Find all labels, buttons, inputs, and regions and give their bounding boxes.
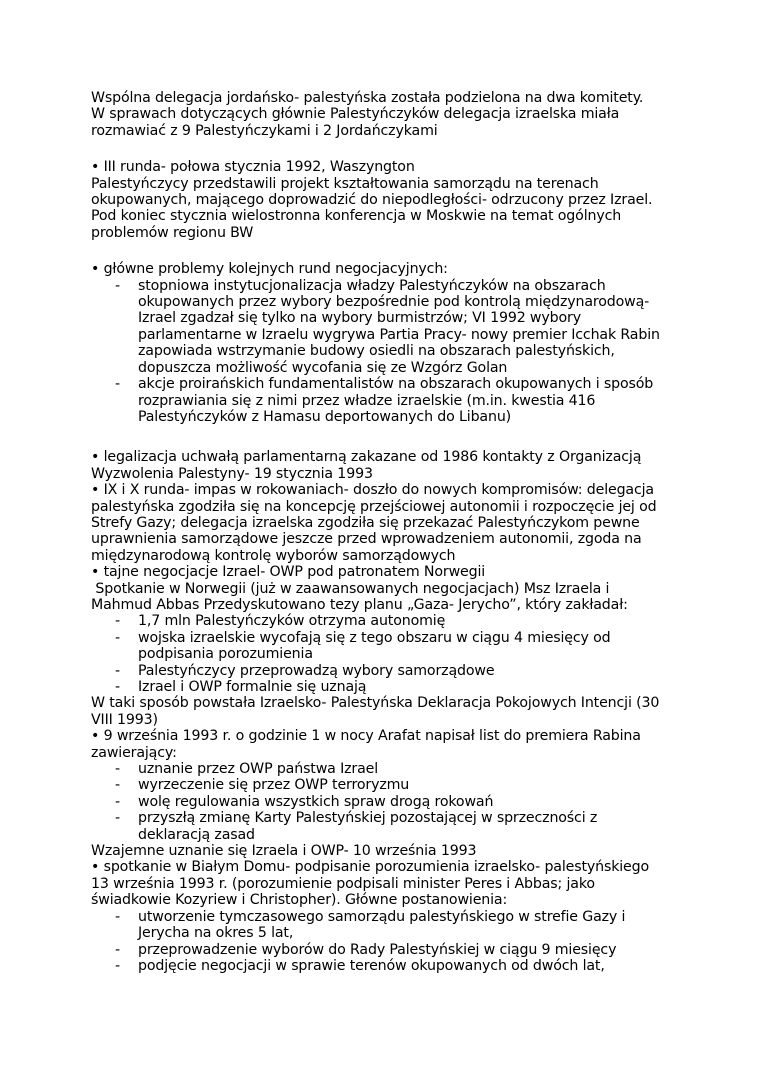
letter-content-list	[91, 761, 691, 843]
list-item: - wolę regulowania wszystkich spraw drogą rokowań	[115, 793, 494, 810]
norway-section	[91, 564, 691, 728]
dash: -	[115, 629, 120, 646]
legal-section	[91, 449, 691, 482]
text-line: międzynarodową kontrolę wyborów samorządowych	[91, 547, 456, 564]
problems-list	[91, 278, 691, 426]
dash: -	[115, 777, 120, 794]
bullet: •	[91, 159, 100, 176]
text-line: 13 września 1993 r. (porozumienie podpisali minister Peres i Abbas; jako	[91, 875, 595, 892]
text-line: VIII 1993)	[91, 711, 158, 728]
list-item: - Izrael i OWP formalnie się uznają	[115, 679, 367, 695]
text-line: Strefy Gazy; delegacja izraelska zgodziła się przekazać Palestyńczykom pewne	[91, 514, 640, 531]
text-line: palestyńska zgodziła się na koncepcję przejściowej autonomii i rozpoczęcie jej od	[91, 498, 657, 515]
dash: -	[115, 908, 120, 925]
list-item: - przyszłą zmianę Karty Palestyńskiej pozostającej w sprzeczności z deklaracją zasad	[115, 810, 598, 843]
document-page	[91, 90, 691, 974]
text-line: Palestyńczycy przedstawili projekt kształtowania samorządu na terenach	[91, 175, 599, 192]
dash: -	[115, 277, 120, 294]
round3-section	[91, 159, 691, 241]
text-line: Wzajemne uznanie się Izraela i OWP- 10 września 1993	[91, 843, 477, 860]
text-line: W taki sposób powstała Izraelsko- Palestyńska Deklaracja Pokojowych Intencji (30	[91, 695, 660, 712]
list-item: - akcje proirańskich fundamentalistów na obszarach okupowanych i sposób rozprawiania się z nimi przez władze izraelskie (m.in. kwestia 416 Palestyńczyków z Hamasu deportowanych do Libanu)	[115, 376, 654, 425]
text-line: rozmawiać z 9 Palestyńczykami i 2 Jordańczykami	[91, 122, 438, 139]
dash: -	[115, 662, 120, 679]
list-item: - podjęcie negocjacji w sprawie terenów okupowanych od dwóch lat,	[115, 957, 605, 974]
dash: -	[115, 761, 120, 778]
text-line: Mahmud Abbas Przedyskutowano tezy planu „Gaza- Jerycho”, który zakładał:	[91, 596, 628, 613]
list-item: - 1,7 mln Palestyńczyków otrzyma autonomię	[115, 613, 446, 630]
text-line: zawierający:	[91, 744, 177, 761]
text-line: • 9 września 1993 r. o godzinie 1 w nocy Arafat napisał list do premiera Rabina	[91, 728, 641, 745]
list-item: - stopniowa instytucjonalizacja władzy Palestyńczyków na obszarach okupowanych przez wybory bezpośrednie pod kontrolą międzynarodową- Izrael zgadzał się tylko na wybory burmistrzów; VI 1992 wybory parlamentarne w Izraelu wygrywa Partia Pracy- nowy premier Icchak Rabin zapowiada wstrzymanie budowy osiedli na obszarach palestyńskich, dopuszcza możliwość wycofania się ze Wzgórz Golan	[115, 277, 660, 376]
dash: -	[115, 679, 120, 695]
dash: -	[115, 957, 120, 974]
problems-section	[91, 261, 691, 425]
dash: -	[115, 941, 120, 958]
bullet: •	[91, 728, 100, 745]
whitehouse-section	[91, 859, 691, 974]
bullet: •	[91, 261, 100, 278]
round9-section	[91, 482, 691, 564]
list-item: - uznanie przez OWP państwa Izrael	[115, 761, 379, 778]
list-item: - wyrzeczenie się przez OWP terroryzmu	[115, 777, 410, 794]
text-line: • spotkanie w Białym Domu- podpisanie porozumienia izraelsko- palestyńskiego	[91, 859, 650, 876]
dash: -	[115, 793, 120, 810]
letter-section	[91, 728, 691, 859]
list-item: - Palestyńczycy przeprowadzą wybory samorządowe	[115, 662, 495, 679]
bullet: •	[91, 449, 100, 466]
dash: -	[115, 613, 120, 630]
bullet: •	[91, 482, 100, 499]
bullet-heading: • III runda- połowa stycznia 1992, Waszyngton	[91, 159, 415, 176]
bullet-heading: • tajne negocjacje Izrael- OWP pod patronatem Norwegii	[91, 564, 486, 581]
list-item: - wojska izraelskie wycofają się z tego obszaru w ciągu 4 miesięcy od podpisania porozumienia	[115, 629, 611, 663]
text-line: problemów regionu BW	[91, 224, 254, 241]
list-item: - przeprowadzenie wyborów do Rady Palestyńskiej w ciągu 9 miesięcy	[115, 941, 617, 958]
text-line: • legalizacja uchwałą parlamentarną zakazane od 1986 kontakty z Organizacją	[91, 449, 642, 466]
intro-paragraph	[91, 90, 691, 139]
list-item: - utworzenie tymczasowego samorządu palestyńskiego w strefie Gazy i Jerycha na okres 5 lat,	[115, 908, 626, 942]
provisions-list	[91, 909, 691, 975]
text-line: uprawnienia samorządowe jeszcze przed wprowadzeniem autonomii, zgoda na	[91, 531, 642, 548]
text-line: Wspólna delegacja jordańsko- palestyńska została podzielona na dwa komitety.	[91, 90, 644, 106]
text-line: świadkowie Kozyriew i Christopher). Główne postanowienia:	[91, 892, 508, 909]
text-line: Wyzwolenia Palestyny- 19 stycznia 1993	[91, 465, 373, 482]
text-line: W sprawach dotyczących głównie Palestyńczyków delegacja izraelska miała	[91, 106, 620, 123]
bullet: •	[91, 564, 100, 581]
text-line: Spotkanie w Norwegii (już w zaawansowanych negocjacjach) Msz Izraela i	[91, 580, 610, 597]
dash: -	[115, 376, 120, 393]
text-line: • IX i X runda- impas w rokowaniach- doszło do nowych kompromisów: delegacja	[91, 482, 654, 499]
bullet-heading: • główne problemy kolejnych rund negocjacyjnych:	[91, 261, 448, 278]
text-line: Pod koniec stycznia wielostronna konferencja w Moskwie na temat ogólnych	[91, 208, 622, 225]
norway-plan-list	[91, 613, 691, 695]
dash: -	[115, 810, 120, 827]
bullet: •	[91, 859, 100, 876]
text-line: okupowanych, mającego doprowadzić do niepodległości- odrzucony przez Izrael.	[91, 192, 653, 209]
